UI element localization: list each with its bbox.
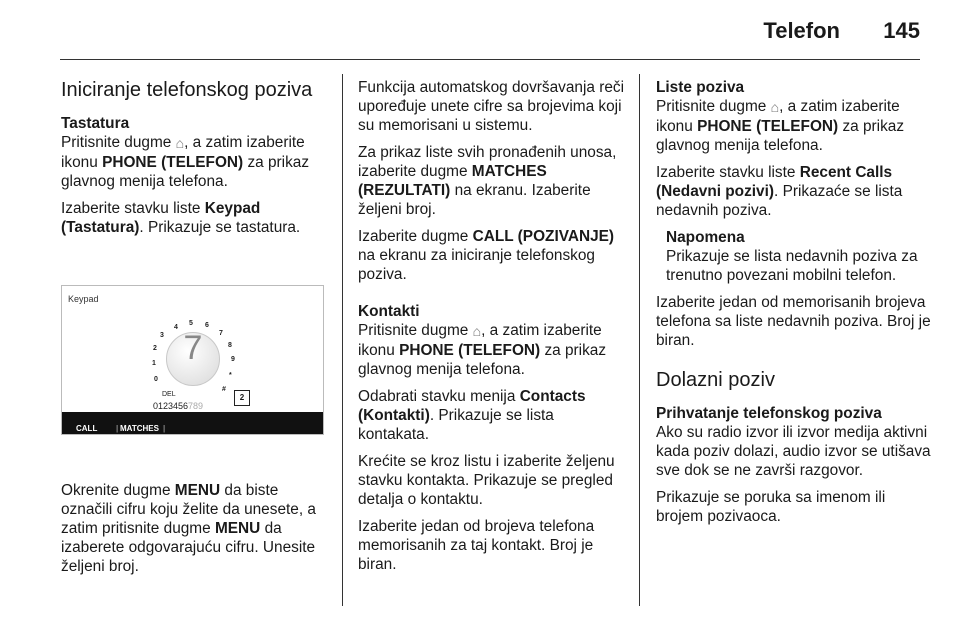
paragraph: Krećite se kroz listu i izaberite željenu stavku kontakta. Prikazuje se pregled detalja o kontaktu. [358,453,615,508]
header-title: Telefon [763,18,840,43]
paragraph: Izaberite jedan od memorisanih brojeva telefona sa liste nedavnih poziva. Broj je biran. [656,294,931,349]
header-rule [60,59,920,60]
dial-label: * [229,372,232,379]
dial-digit: 7 [183,329,203,367]
dial-label: 9 [231,356,235,363]
home-icon: ⌂ [472,323,482,339]
home-icon: ⌂ [175,135,185,151]
dial-label: 4 [174,324,178,331]
note-box [666,228,931,285]
section-title: Iniciranje telefonskog poziva [61,79,313,101]
dial-label: 5 [189,320,193,327]
column-2 [358,78,628,582]
keypad-screenshot [61,285,324,435]
paragraph: Pritisnite dugme ⌂, a zatim izaberite ikonu PHONE (TELEFON) za prikaz glavnog menija telefona. [358,322,607,378]
note-title: Napomena [666,229,745,246]
paragraph: Ako su radio izvor ili izvor medija aktivni kada poziv dolazi, audio izvor se utišava sve dok se ne završi razgovor. [656,424,931,479]
del-key: DEL [162,391,176,398]
column-divider [639,74,640,606]
column-3 [656,78,931,534]
dial-label: 2 [153,345,157,352]
column-divider [342,74,343,606]
dial-wheel [166,329,220,386]
screenshot-title: Keypad [68,294,99,304]
call-lists-heading: Liste poziva [656,79,745,96]
dial-label: # [222,386,226,393]
column-1 [61,78,331,584]
call-softkey: CALL [76,424,98,433]
softkey-divider: | [163,424,166,433]
contacts-heading: Kontakti [358,303,420,320]
accept-call-heading: Prihvatanje telefonskog poziva [656,405,882,422]
dial-label: 3 [160,332,164,339]
number-display: 0123456789 [153,401,204,411]
paragraph: Funkcija automatskog dovršavanja reči upoređuje unete cifre sa brojevima koji su memorisani u sistemu. [358,79,625,134]
paragraph: Okrenite dugme MENU da biste označili cifru koju želite da unesete, a zatim pritisnite dugme MENU da izaberete odgovarajuću cifru. Unesite željeni broj. [61,482,316,575]
dial-label: 1 [152,360,156,367]
paragraph: Izaberite stavku liste Recent Calls (Nedavni pozivi). Prikazaće se lista nedavnih poziva. [656,164,903,219]
dial-label: 0 [154,376,158,383]
paragraph: Za prikaz liste svih pronađenih unosa, izaberite dugme MATCHES (REZULTATI) na ekranu. Izaberite željeni broj. [358,144,617,218]
note-body: Prikazuje se lista nedavnih poziva za trenutno povezani mobilni telefon. [666,248,918,284]
paragraph: Odabrati stavku menija Contacts (Kontakti). Prikazuje se lista kontakata. [358,388,586,443]
matches-softkey: MATCHES [120,424,159,433]
dial-label: 7 [219,330,223,337]
page-number: 145 [883,18,920,43]
dial-label: 8 [228,342,232,349]
softkey-divider: | [116,424,119,433]
callout-marker: 2 [234,390,250,406]
dial-label: 6 [205,322,209,329]
paragraph: Prikazuje se poruka sa imenom ili brojem pozivaoca. [656,489,886,525]
section-title: Dolazni poziv [656,369,775,391]
paragraph: Pritisnite dugme ⌂, a zatim izaberite ikonu PHONE (TELEFON) za prikaz glavnog menija telefona. [656,98,905,154]
page-header [0,0,960,60]
paragraph: Izaberite jedan od brojeva telefona memorisanih za taj kontakt. Broj je biran. [358,518,595,573]
paragraph: Izaberite stavku liste Keypad (Tastatura). Prikazuje se tastatura. [61,200,301,236]
paragraph: Izaberite dugme CALL (POZIVANJE) na ekranu za iniciranje telefonskog poziva. [358,228,615,283]
home-icon: ⌂ [770,99,780,115]
keypad-heading: Tastatura [61,115,130,132]
screenshot-softkey-bar [62,412,323,434]
paragraph: Pritisnite dugme ⌂, a zatim izaberite ikonu PHONE (TELEFON) za prikaz glavnog menija telefona. [61,134,310,190]
